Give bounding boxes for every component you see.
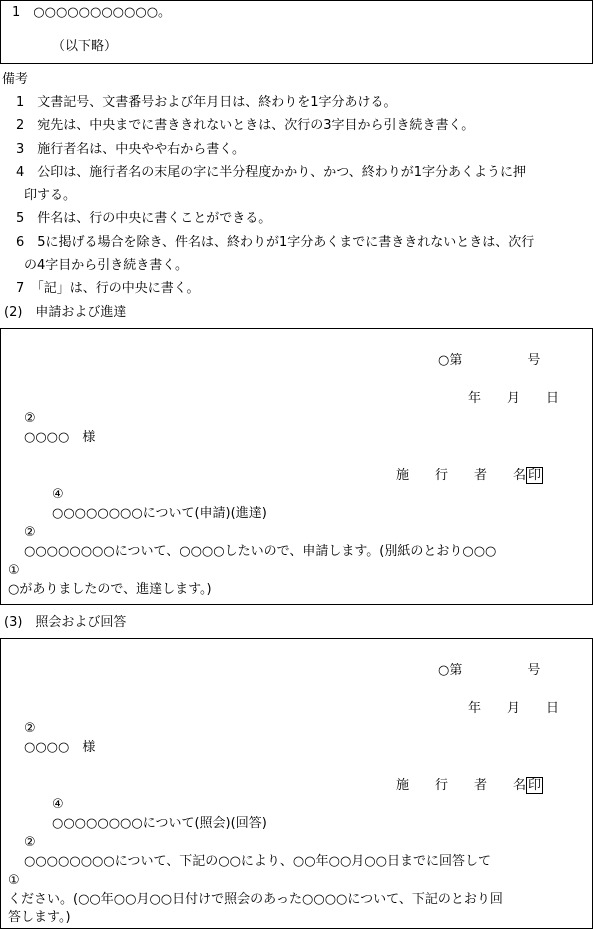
- section2-addressee: ○○○○ 様: [24, 430, 96, 445]
- note-item-6-cont: の4字目から引き続き書く。: [24, 258, 189, 273]
- section2-mark-addressee: ②: [24, 411, 36, 426]
- note-item-4: 4 公印は、施行者名の末尾の字に半分程度かかり、かつ、終わりが1字分あくように押: [16, 165, 527, 180]
- top-box-line2: （以下略）: [52, 39, 118, 54]
- top-box-line1: 1 ○○○○○○○○○○○。: [12, 5, 172, 20]
- section3-body-line3: 答します。): [8, 910, 71, 925]
- section3-doc-number: ○第 号: [438, 663, 541, 678]
- note-item-2: 2 宛先は、中央までに書ききれないときは、次行の3字目から引き続き書く。: [16, 118, 475, 133]
- note-item-3: 3 施行者名は、中央やや右から書く。: [16, 142, 246, 157]
- section3-body-line1: ○○○○○○○○について、下記の○○により、○○年○○月○○日までに回答して: [24, 854, 491, 869]
- section3-mark-addressee: ②: [24, 721, 36, 736]
- section2-heading: (2) 申請および進達: [4, 305, 127, 320]
- section3-addressee: ○○○○ 様: [24, 740, 96, 755]
- section2-mark-body: ②: [24, 525, 36, 540]
- section2-body-line1: ○○○○○○○○について、○○○○したいので、申請します。(別紙のとおり○○○: [24, 544, 497, 559]
- section3-issuer: [396, 778, 543, 794]
- section2-seal: 印: [528, 468, 542, 483]
- section2-mark-cont: ①: [8, 563, 20, 578]
- note-item-1: 1 文書記号、文書番号および年月日は、終わりを1字分あける。: [16, 95, 397, 110]
- note-item-5: 5 件名は、行の中央に書くことができる。: [16, 211, 272, 226]
- section3-issuer-name: 施 行 者 名: [396, 778, 527, 793]
- note-item-6: 6 5に掲げる場合を除き、件名は、終わりが1字分あくまでに書ききれないときは、次行: [16, 235, 535, 250]
- section3-date: 年 月 日: [468, 701, 560, 716]
- section3-heading: (3) 照会および回答: [4, 615, 127, 630]
- section2-doc-number: ○第 号: [438, 353, 541, 368]
- section3-mark-cont: ①: [8, 873, 20, 888]
- section2-form: [0, 328, 593, 605]
- notes-heading: 備考: [2, 72, 29, 87]
- section2-body-line2: ○がありましたので、進達します。): [8, 582, 212, 597]
- note-item-4-cont: 印する。: [24, 188, 77, 203]
- section3-mark-subject: ④: [52, 797, 64, 812]
- section2-issuer-name: 施 行 者 名: [396, 468, 527, 483]
- section3-mark-body: ②: [24, 835, 36, 850]
- note-item-7: 7 「記」は、行の中央に書く。: [16, 281, 200, 296]
- section3-subject: ○○○○○○○○について(照会)(回答): [52, 816, 267, 831]
- section2-date: 年 月 日: [468, 391, 560, 406]
- section2-issuer: [396, 468, 543, 484]
- section3-seal: 印: [528, 778, 542, 793]
- section2-mark-subject: ④: [52, 487, 64, 502]
- section2-subject: ○○○○○○○○について(申請)(進達): [52, 506, 267, 521]
- section3-body-line2: ください。(○○年○○月○○日付けで照会のあった○○○○について、下記のとおり回: [8, 892, 503, 907]
